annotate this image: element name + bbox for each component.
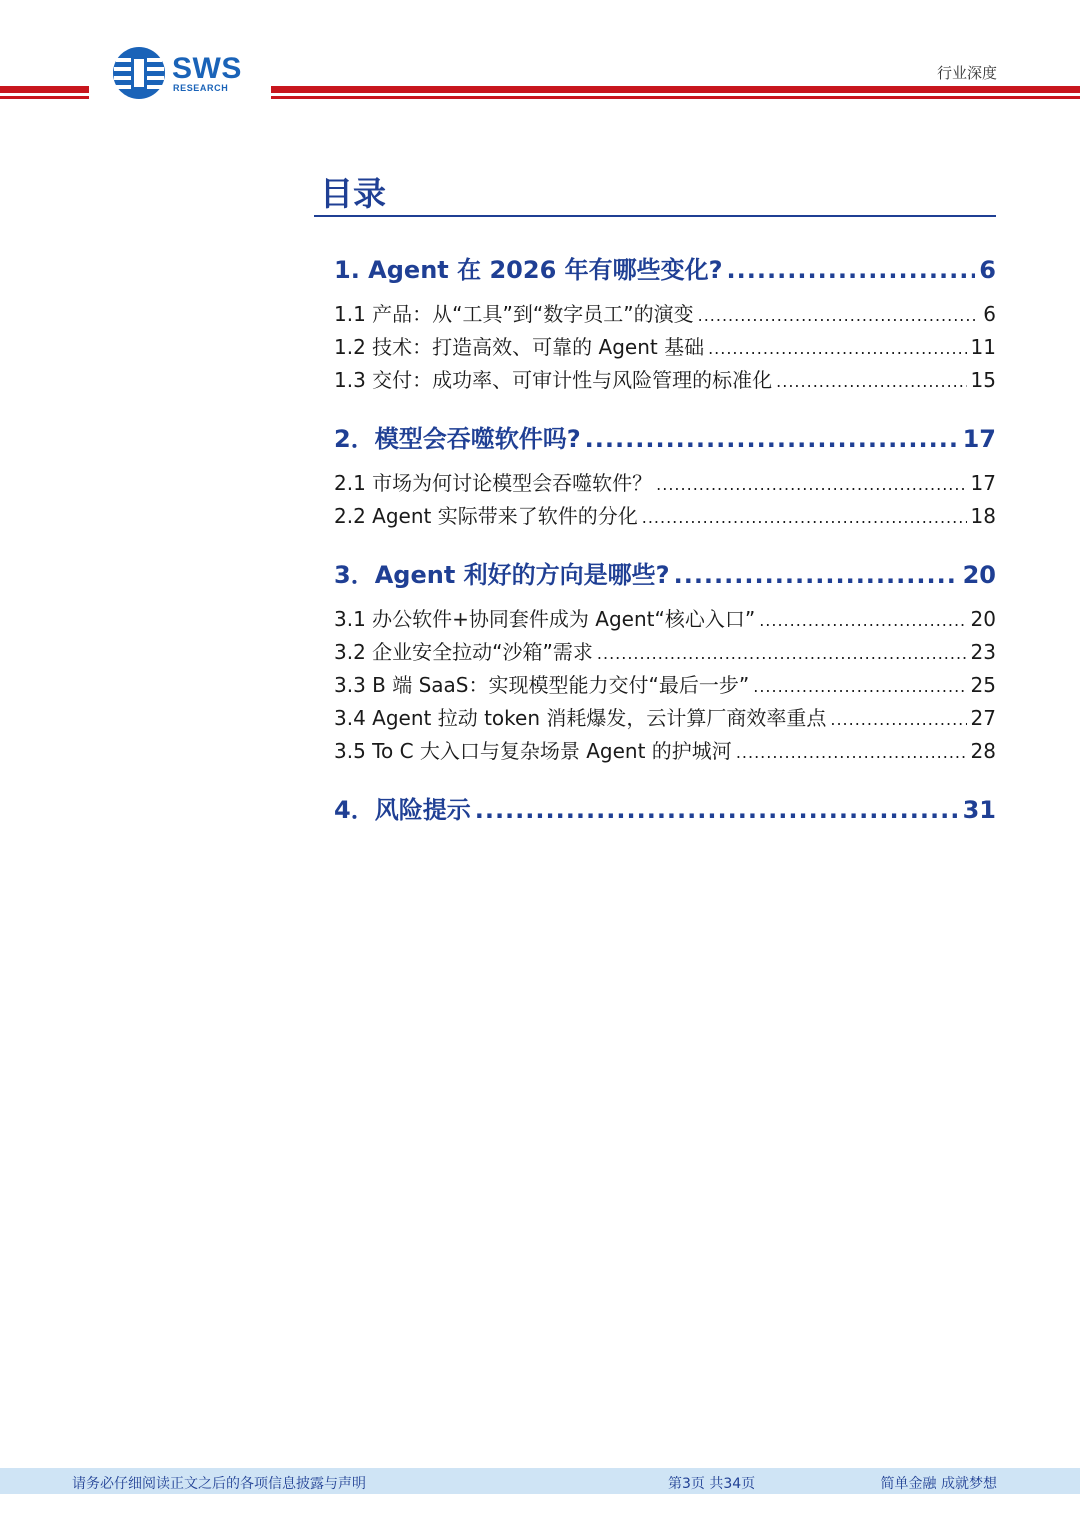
toc-entry-text: 3.1 办公软件+协同套件成为 Agent“核心入口”	[334, 607, 756, 631]
toc-entry-page: 15	[970, 368, 996, 392]
logo-subtext: RESEARCH	[173, 83, 229, 93]
logo-text: SWS	[172, 52, 242, 85]
toc-entry-page: 17	[970, 471, 996, 495]
toc-entry-page: 20	[970, 607, 996, 631]
toc-leader	[727, 256, 976, 284]
toc-entry-text: 3.5 To C 大入口与复杂场景 Agent 的护城河	[334, 739, 732, 763]
toc-leader	[736, 743, 967, 762]
toc-entry[interactable]	[334, 467, 996, 496]
toc-leader	[753, 677, 966, 696]
toc-leader	[656, 475, 966, 494]
toc-entry-text: 4．风险提示	[334, 796, 471, 824]
toc-entry-text: 3.4 Agent 拉动 token 消耗爆发，云计算厂商效率重点	[334, 706, 827, 730]
footer-page-number: 第3页 共34页	[668, 1476, 756, 1492]
toc-entry[interactable]	[334, 636, 996, 665]
toc-entry-page: 11	[970, 335, 996, 359]
toc-entry-text: 2.2 Agent 实际带来了软件的分化	[334, 504, 638, 528]
toc-entry[interactable]	[334, 364, 996, 393]
toc-entry[interactable]	[334, 555, 996, 590]
toc-entry-text: 3．Agent 利好的方向是哪些?	[334, 561, 670, 589]
toc-entry-text: 1.2 技术：打造高效、可靠的 Agent 基础	[334, 335, 705, 359]
toc-entry-text: 3.2 企业安全拉动“沙箱”需求	[334, 640, 593, 664]
toc-title-rule	[314, 215, 996, 217]
toc-entry-page: 6	[979, 256, 996, 284]
toc-leader	[597, 644, 967, 663]
sws-globe-icon	[112, 46, 166, 100]
toc-entry[interactable]	[334, 702, 996, 731]
toc-entry-page: 31	[962, 796, 996, 824]
toc-entry[interactable]	[334, 735, 996, 764]
toc-entry-page: 20	[962, 561, 996, 589]
toc-leader	[674, 561, 959, 589]
footer-slogan: 简单金融 成就梦想	[880, 1476, 997, 1492]
toc-entry[interactable]	[334, 419, 996, 454]
toc-entry-page: 18	[970, 504, 996, 528]
toc-entry[interactable]	[334, 603, 996, 632]
report-type-label: 行业深度	[936, 64, 997, 82]
toc-entry-page: 17	[962, 425, 996, 453]
toc-entry-text: 1.3 交付：成功率、可审计性与风险管理的标准化	[334, 368, 773, 392]
toc-entry-text: 1.1 产品：从“工具”到“数字员工”的演变	[334, 302, 694, 326]
toc-title: 目录	[320, 174, 386, 213]
toc-leader	[698, 306, 980, 325]
toc-entry-page: 27	[970, 706, 996, 730]
toc-leader	[585, 425, 959, 453]
toc-entry[interactable]	[334, 331, 996, 360]
toc-leader	[830, 710, 966, 729]
sws-logo	[112, 46, 262, 102]
toc-entry[interactable]	[334, 669, 996, 698]
toc-entry-text: 3.3 B 端 SaaS：实现模型能力交付“最后一步”	[334, 673, 750, 697]
toc-entry-text: 2．模型会吞噬软件吗?	[334, 425, 581, 453]
toc-leader	[776, 372, 966, 391]
toc-entry[interactable]	[334, 298, 996, 327]
toc-entry-page: 28	[970, 739, 996, 763]
toc-leader	[475, 796, 959, 824]
header-bar-left	[0, 86, 89, 102]
toc-entry[interactable]	[334, 250, 996, 285]
toc-leader	[642, 508, 967, 527]
toc-leader	[759, 611, 966, 630]
toc-entry[interactable]	[334, 500, 996, 529]
footer-disclaimer: 请务必仔细阅读正文之后的各项信息披露与声明	[72, 1476, 366, 1492]
toc-entry-page: 6	[983, 302, 996, 326]
page-header	[0, 0, 1080, 110]
toc-entry-page: 23	[970, 640, 996, 664]
toc-leader	[708, 339, 966, 358]
toc-entry-page: 25	[970, 673, 996, 697]
page-footer	[0, 1468, 1080, 1494]
toc-entry-text: 2.1 市场为何讨论模型会吞噬软件？	[334, 471, 653, 495]
header-bar-right	[271, 86, 1080, 102]
toc-entry-text: 1. Agent 在 2026 年有哪些变化?	[334, 256, 723, 284]
toc-entry[interactable]	[334, 790, 996, 825]
